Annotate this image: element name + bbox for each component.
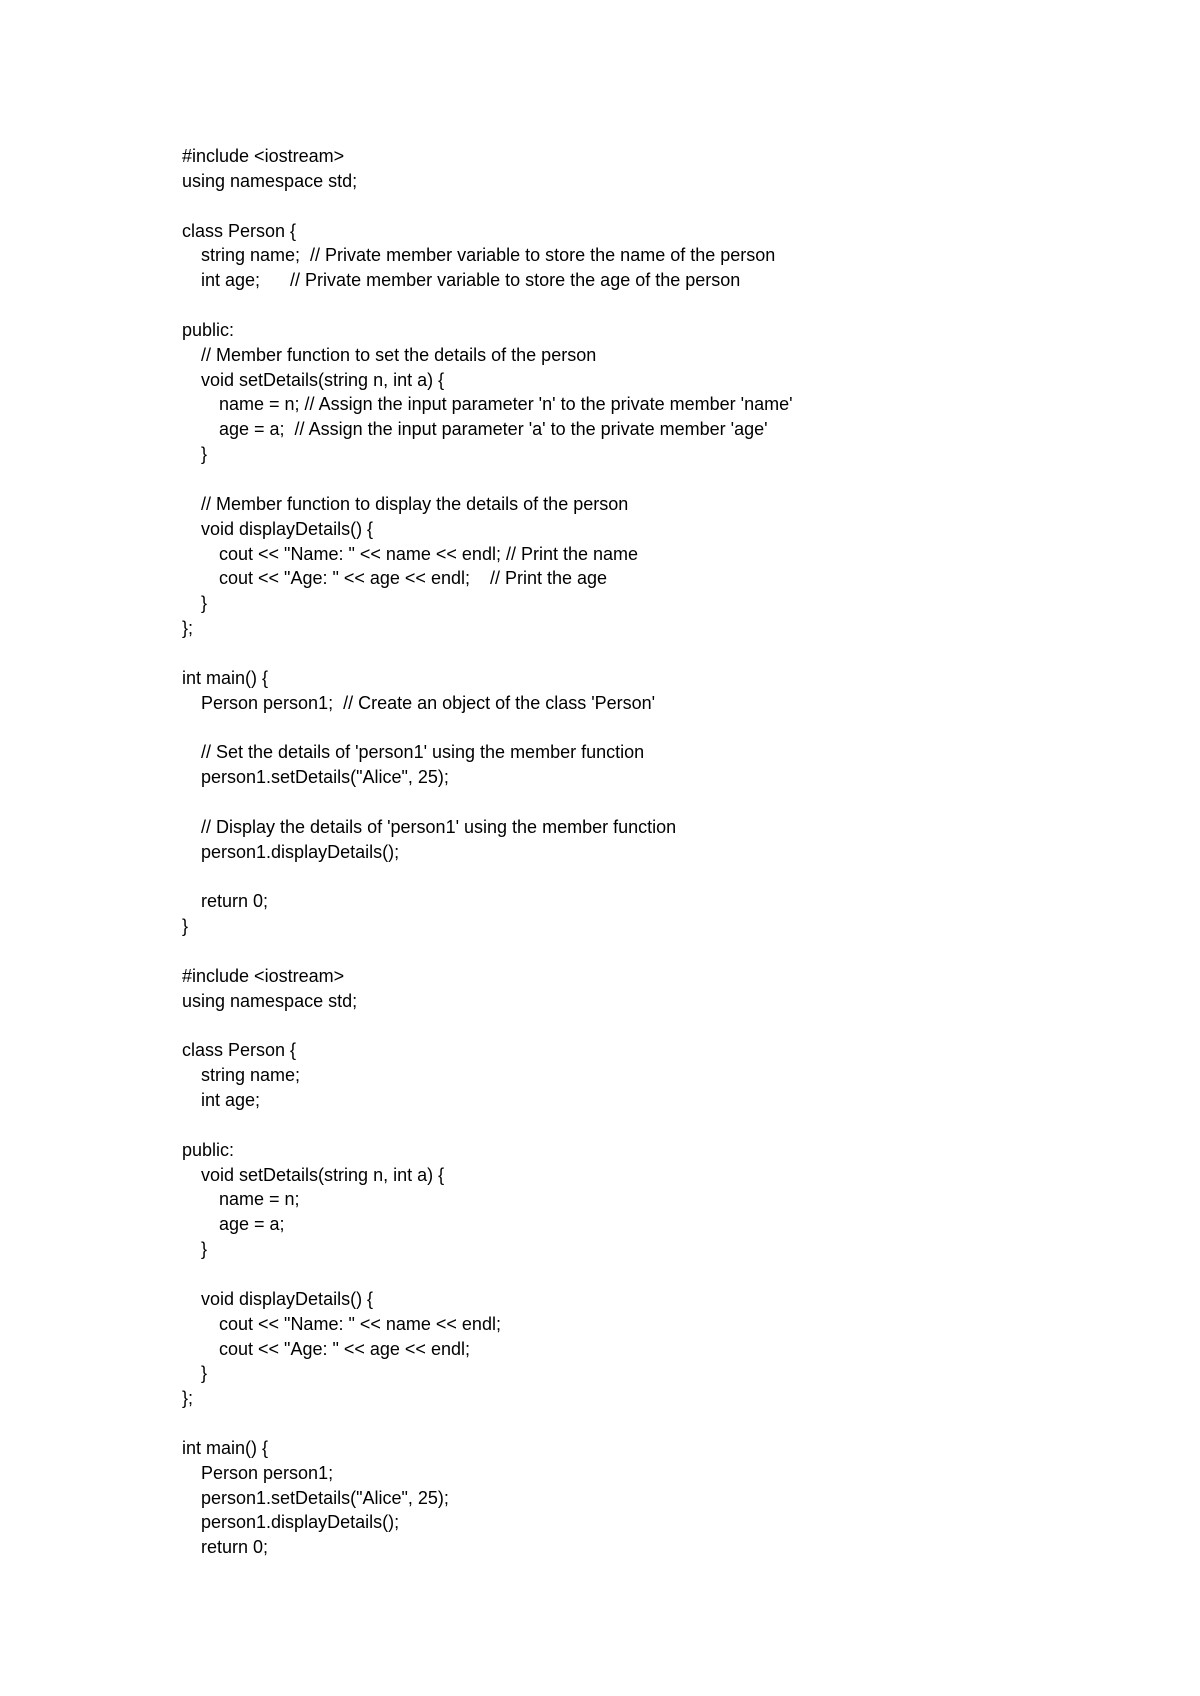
code-line: int main() { — [182, 667, 269, 688]
code-line: // Set the details of 'person1' using the member function — [201, 742, 645, 763]
blank-line — [182, 864, 1142, 889]
code-line: person1.setDetails("Alice", 25); — [201, 767, 449, 788]
code-line: }; — [182, 618, 194, 639]
blank-line — [182, 790, 1142, 815]
code-line: #include <iostream> — [182, 146, 345, 166]
code-line: name = n; // Assign the input parameter 'n' to the private member 'name' — [219, 394, 793, 415]
code-line: } — [201, 593, 208, 614]
code-line: Person person1; // Create an object of the class 'Person' — [201, 692, 656, 713]
code-line: person1.setDetails("Alice", 25); — [201, 1487, 449, 1508]
code-line: // Member function to display the details of the person — [201, 493, 629, 514]
code-line: string name; // Private member variable to store the name of the person — [201, 245, 776, 266]
code-line: } — [201, 1239, 208, 1260]
code-line: #include <iostream> — [182, 965, 345, 986]
code-line: // Member function to set the details of the person — [201, 344, 597, 365]
code-line: name = n; — [219, 1189, 300, 1210]
code-line: int age; — [201, 1090, 261, 1111]
code-line: person1.displayDetails(); — [201, 841, 400, 862]
code-line: cout << "Name: " << name << endl; // Print the name — [219, 543, 639, 564]
blank-line — [182, 715, 1142, 740]
code-line: return 0; — [201, 1537, 269, 1558]
code-line: // Display the details of 'person1' using the member function — [201, 816, 677, 837]
code-line: } — [182, 916, 189, 937]
blank-line — [182, 1014, 1142, 1039]
blank-line — [182, 194, 1142, 219]
code-line: cout << "Age: " << age << endl; — [219, 1338, 470, 1359]
blank-line — [182, 1113, 1142, 1138]
code-line: cout << "Name: " << name << endl; — [219, 1313, 501, 1334]
code-line: person1.displayDetails(); — [201, 1512, 400, 1533]
code-line: int age; // Private member variable to store the age of the person — [201, 270, 741, 291]
code-line: string name; — [201, 1065, 301, 1086]
code-line: void setDetails(string n, int a) { — [201, 369, 445, 390]
blank-line — [182, 1262, 1142, 1287]
code-line: cout << "Age: " << age << endl; // Print the age — [219, 568, 608, 589]
code-line: class Person { — [182, 1040, 297, 1061]
code-line: age = a; — [219, 1214, 285, 1235]
code-line: }; — [182, 1388, 194, 1409]
code-line: void displayDetails() { — [201, 1288, 374, 1309]
code-line: return 0; — [201, 891, 269, 912]
blank-line — [182, 293, 1142, 318]
code-listing — [182, 144, 1142, 1560]
blank-line — [182, 1411, 1142, 1436]
code-line: using namespace std; — [182, 990, 358, 1011]
code-line: public: — [182, 319, 235, 340]
code-line: void setDetails(string n, int a) { — [201, 1164, 445, 1185]
blank-line — [182, 467, 1142, 492]
code-line: class Person { — [182, 220, 297, 241]
code-line: } — [201, 444, 208, 465]
code-line: using namespace std; — [182, 170, 358, 191]
code-line: age = a; // Assign the input parameter 'a' to the private member 'age' — [219, 419, 768, 440]
code-line: int main() { — [182, 1437, 269, 1458]
blank-line — [182, 939, 1142, 964]
code-line: } — [201, 1363, 208, 1384]
code-line: public: — [182, 1139, 235, 1160]
code-line: Person person1; — [201, 1462, 334, 1483]
blank-line — [182, 641, 1142, 666]
code-line: void displayDetails() { — [201, 518, 374, 539]
